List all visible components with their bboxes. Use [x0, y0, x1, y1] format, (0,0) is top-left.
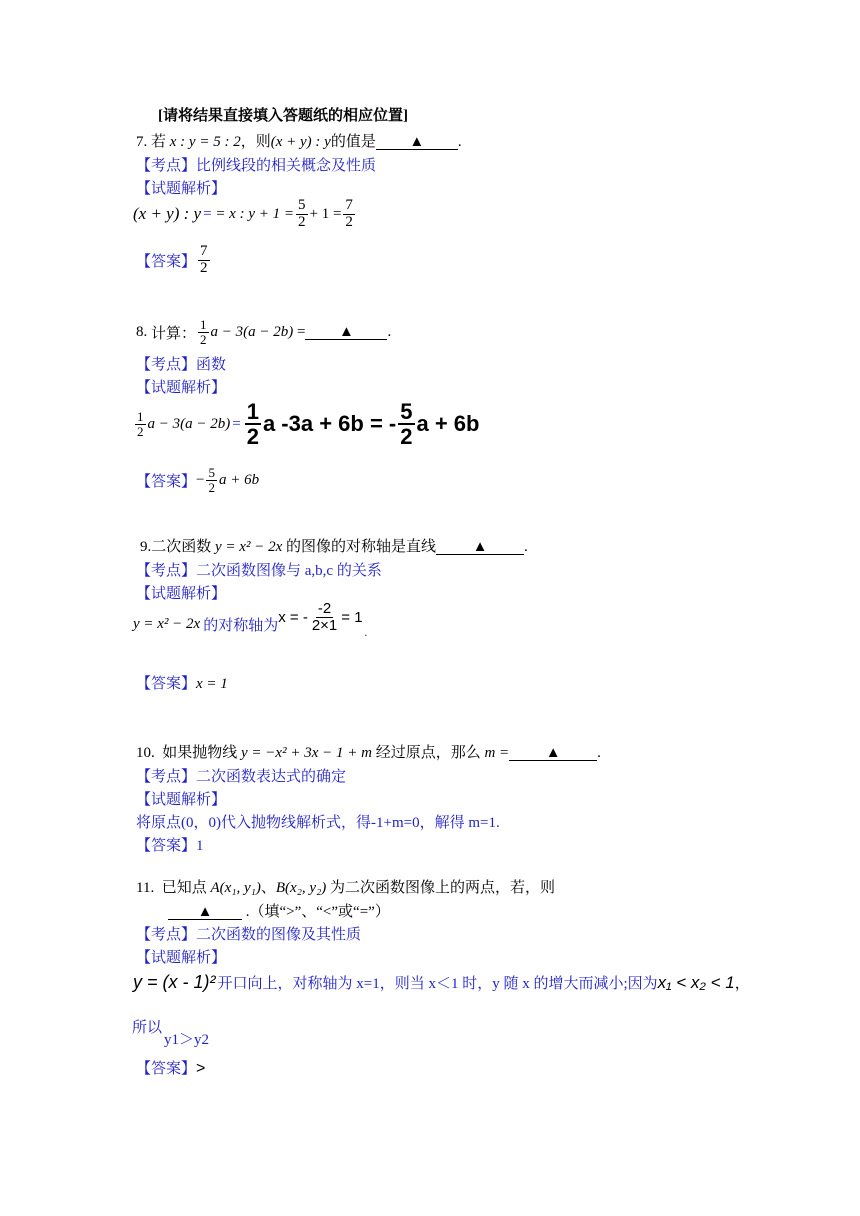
question-8	[136, 318, 391, 346]
fraction	[245, 400, 261, 448]
solution-11	[133, 972, 750, 993]
kaodian-11	[136, 923, 361, 944]
solution-text: 开口向上，对称轴为 x=1，则当 x＜1 时，y 随 x 的增大而减小;因为	[217, 976, 658, 992]
kaodian-text: 二次函数的图像及其性质	[196, 927, 362, 943]
kaodian-7	[136, 154, 376, 175]
denominator: 2	[246, 424, 259, 450]
question-text: ，则	[240, 134, 271, 150]
kaodian-label: 【考点】	[136, 927, 197, 943]
jiexi-label-7: 【试题解析】	[136, 181, 227, 197]
kaodian-text: 比例线段的相关概念及性质	[196, 158, 377, 174]
kaodian-label: 【考点】	[136, 357, 197, 373]
solution-step: + 1 =	[309, 205, 342, 222]
answer-value: 1	[196, 838, 204, 854]
question-text: 已知点	[161, 880, 207, 896]
answer-10	[136, 834, 204, 855]
solution-step: = x : y + 1 =	[215, 205, 294, 222]
numerator: 5	[208, 465, 215, 480]
solution-8	[133, 400, 479, 448]
fraction	[343, 198, 355, 231]
solution-step: x = -	[278, 609, 308, 626]
solution-10: 将原点(0，0)代入抛物线解析式，得-1+m=0，解得 m=1.	[136, 815, 500, 831]
fraction	[398, 400, 414, 448]
numerator: 1	[200, 317, 207, 332]
answer-11	[136, 1057, 205, 1078]
kaodian-text: 二次函数图像与 a,b,c 的关系	[196, 563, 382, 579]
question-11-line2	[168, 900, 390, 921]
question-text: 为二次函数图像上的两点，若，则	[330, 880, 556, 896]
triangle-marker: ▲	[197, 904, 213, 920]
answer-label: 【答案】	[136, 473, 197, 490]
solution-9	[133, 600, 368, 639]
inequality: x₁ < x₂ < 1	[657, 972, 735, 992]
jiexi-label-8: 【试题解析】	[136, 380, 227, 396]
denominator: 2	[400, 424, 413, 450]
answer-value: >	[196, 1060, 206, 1077]
instruction-header: [请将结果直接填入答题纸的相应位置]	[158, 108, 408, 124]
vector-expression: a − 3(a − 2b)	[147, 415, 231, 432]
condition-expression: x : y = 5 : 2	[169, 134, 241, 150]
solution-expression: (x + y) : y	[133, 204, 202, 224]
numerator: 7	[345, 197, 353, 213]
question-text: 二次函数	[151, 539, 212, 555]
question-text: 如果抛物线	[162, 745, 238, 761]
answer-blank	[168, 905, 242, 920]
solution-step: a + 6b	[416, 411, 480, 437]
equals-sign: =	[297, 323, 306, 340]
jiexi-label-10: 【试题解析】	[136, 792, 227, 808]
question-11	[136, 876, 555, 897]
answer-blank	[509, 746, 597, 761]
fraction	[198, 318, 209, 346]
answer-expression: x = 1	[196, 676, 228, 692]
kaodian-10	[136, 765, 346, 786]
equals-sign: =	[232, 415, 241, 432]
solution-step: = 1	[341, 609, 363, 626]
answer-fraction	[206, 466, 217, 494]
function-expression: y = (x - 1)²	[133, 972, 216, 992]
period: .	[457, 134, 462, 150]
solution-expression: = = x : y + 1 =	[203, 205, 294, 222]
question-text: 经过原点，那么	[375, 745, 481, 761]
minus-sign: −	[196, 471, 205, 488]
triangle-marker: ▲	[545, 745, 561, 761]
answer-blank	[436, 540, 524, 555]
fraction	[296, 198, 308, 231]
kaodian-text: 函数	[196, 357, 227, 373]
kaodian-9	[136, 559, 382, 580]
point-b: B(x₂, y₂)	[275, 880, 327, 896]
numerator: 5	[298, 197, 306, 213]
question-text: 的图像的对称轴是直线	[285, 539, 436, 555]
comma: ，	[734, 976, 750, 992]
question-text: 计算：	[151, 325, 197, 342]
solution-11-suoyi: 所以	[132, 1020, 163, 1036]
question-number: 10.	[136, 745, 155, 761]
jiexi-label-9: 【试题解析】	[136, 586, 227, 602]
denominator: 2	[200, 331, 207, 347]
question-text: .（填“>”、“<”或“=”）	[245, 904, 390, 920]
denominator: 2	[137, 423, 144, 439]
separator: 、	[260, 880, 276, 896]
answer-7	[136, 244, 212, 277]
denominator: 2×1	[311, 617, 338, 634]
vector-expression: a − 3(a − 2b)	[210, 323, 294, 340]
question-number: 7.	[136, 134, 148, 150]
question-10	[136, 741, 601, 762]
question-9	[140, 535, 528, 556]
answer-label: 【答案】	[136, 676, 197, 692]
kaodian-label: 【考点】	[136, 563, 197, 579]
kaodian-label: 【考点】	[136, 158, 197, 174]
answer-label: 【答案】	[136, 838, 197, 854]
kaodian-label: 【考点】	[136, 769, 197, 785]
answer-label: 【答案】	[136, 253, 197, 270]
triangle-marker: ▲	[472, 539, 488, 555]
period: .	[364, 628, 368, 639]
numerator: 7	[200, 243, 208, 259]
question-text: 的值是	[330, 134, 376, 150]
answer-9	[136, 672, 228, 693]
function-expression: y = x² − 2x	[133, 616, 201, 632]
fraction	[310, 601, 339, 634]
period: .	[387, 323, 392, 340]
target-expression: (x + y) : y	[270, 134, 331, 150]
solution-11-result: y1＞y2	[164, 1032, 210, 1048]
answer-8	[136, 466, 259, 494]
function-expression: y = x² − 2x	[215, 539, 283, 555]
kaodian-8	[136, 353, 226, 374]
answer-expression: a + 6b	[218, 471, 260, 488]
denominator: 2	[200, 259, 208, 276]
solution-7	[133, 198, 357, 231]
numerator: -2	[317, 600, 332, 618]
jiexi-label-11: 【试题解析】	[136, 950, 227, 966]
question-number: 8.	[136, 323, 148, 340]
question-text: 若	[151, 134, 167, 150]
solution-text: 的对称轴为	[203, 618, 279, 634]
point-a: A(x₁, y₁)	[210, 880, 261, 896]
function-expression: y = −x² + 3x − 1 + m	[241, 745, 372, 761]
numerator: 5	[400, 399, 413, 424]
solution-step: a -3a + 6b = -	[262, 411, 397, 437]
question-number: 11.	[136, 880, 155, 896]
fraction	[135, 410, 146, 438]
triangle-marker: ▲	[409, 134, 425, 150]
answer-fraction	[198, 244, 210, 277]
answer-blank	[305, 325, 387, 340]
question-number: 9.	[140, 539, 152, 555]
denominator: 2	[345, 213, 353, 230]
denominator: 2	[298, 213, 306, 230]
period: .	[524, 539, 528, 555]
answer-blank	[376, 135, 458, 150]
kaodian-text: 二次函数表达式的确定	[196, 769, 347, 785]
answer-label: 【答案】	[136, 1061, 197, 1077]
question-7	[136, 130, 462, 151]
numerator: 1	[137, 408, 144, 424]
period: .	[597, 745, 601, 761]
numerator: 1	[246, 399, 259, 424]
triangle-marker: ▲	[339, 323, 354, 340]
variable-m: m =	[484, 745, 510, 761]
denominator: 2	[208, 479, 215, 495]
